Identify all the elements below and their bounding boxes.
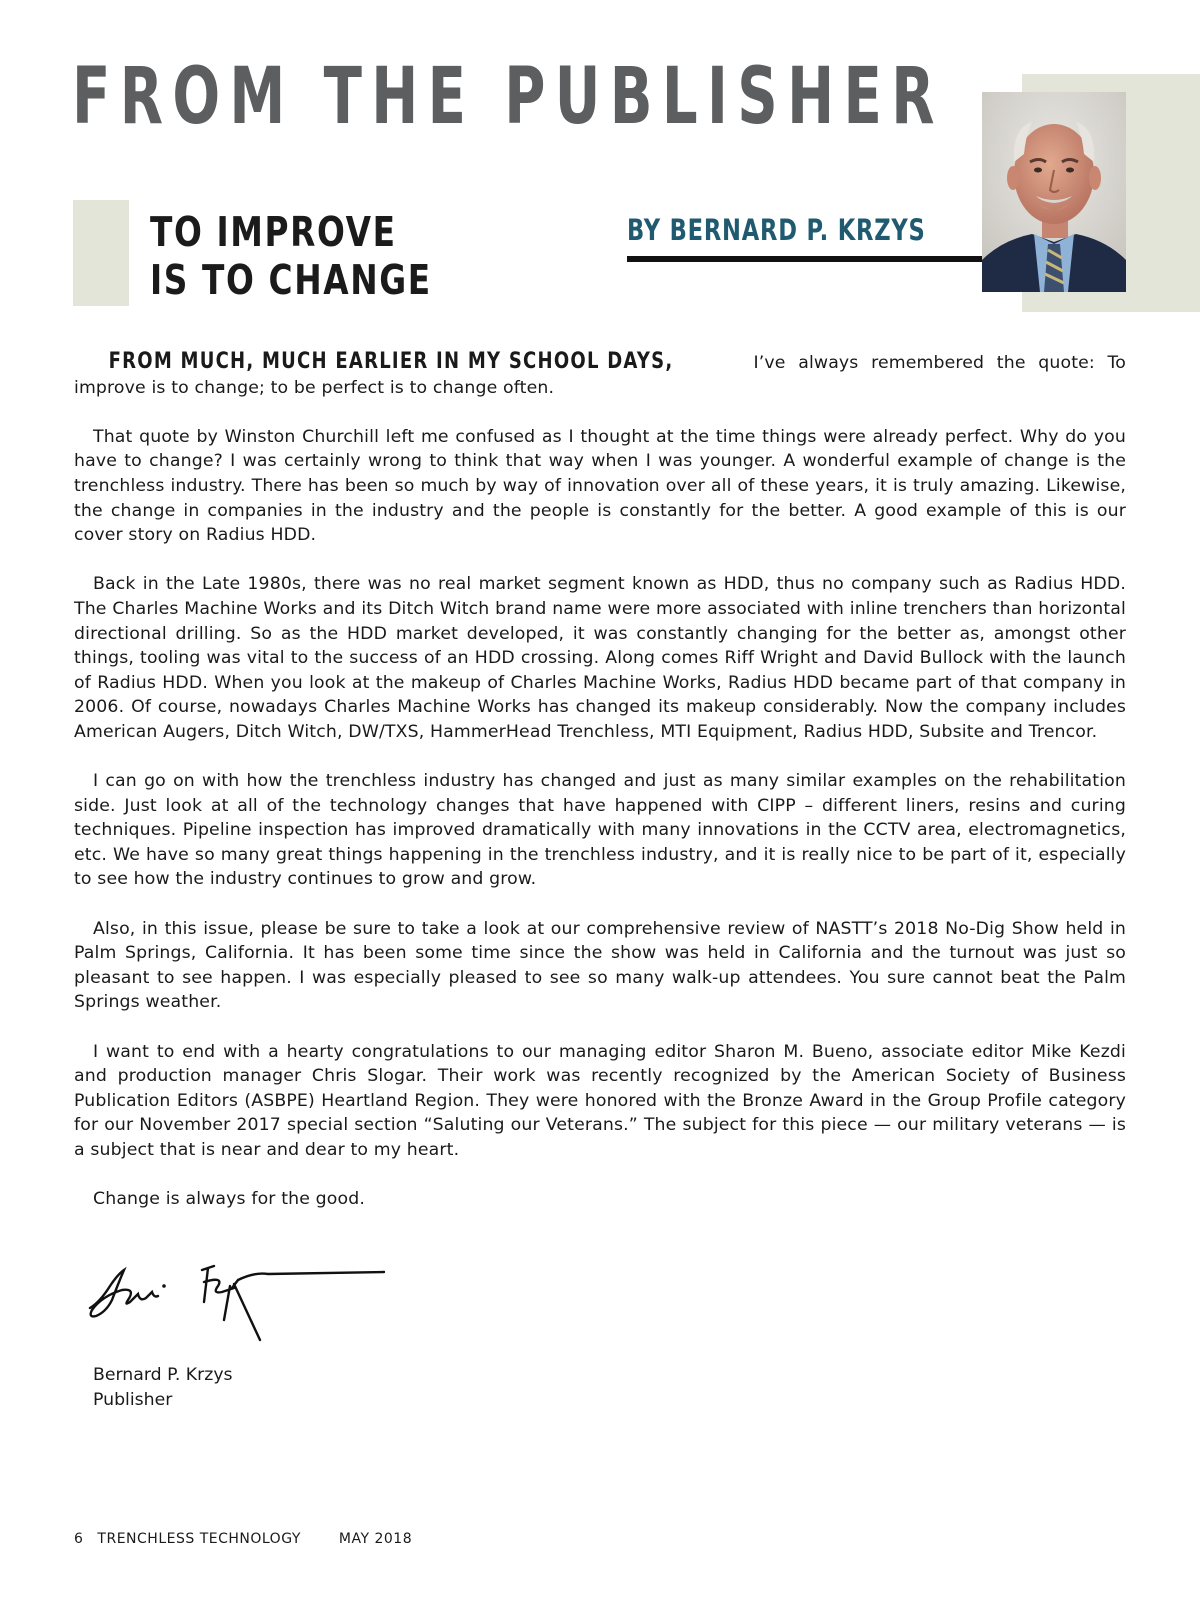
paragraph-2: That quote by Winston Churchill left me confused as I thought at the time things were already perfect. Why do you have to change? I was certainly wrong to think that way when I was younger. A wonderful example of change is the trenchless industry. There has been so much by way of innovation over all of these years, it is truly amazing. Likewise, the change in companies in the industry and the people is constantly for the better. A good example of this is our cover story on Radius HDD. — [74, 426, 1126, 546]
paragraph-5: Also, in this issue, please be sure to take a look at our comprehensive review of NASTT’s 2018 No-Dig Show held in Palm Springs, California. It has been some time since the show was held in California and the turnout was just so pleasant to see happen. I was especially pleased to see so many walk-up attendees. You sure cannot beat the Palm Springs weather. — [74, 918, 1126, 1013]
byline-rule — [627, 256, 983, 262]
paragraph-1 — [74, 350, 1126, 400]
signer-name: Bernard P. Krzys — [93, 1365, 233, 1385]
author-photo — [982, 92, 1126, 292]
page-footer — [74, 1531, 412, 1547]
issue-date: MAY 2018 — [338, 1531, 413, 1547]
title-accent-bar — [73, 200, 129, 306]
handwritten-signature — [84, 1262, 394, 1342]
article-body — [74, 350, 1126, 1236]
paragraph-6: I want to end with a hearty congratulations to our managing editor Sharon M. Bueno, associate editor Mike Kezdi and production manager Chris Slogar. Their work was recently recognized by the American Society of Business Publication Editors (ASBPE) Heartland Region. They were honored with the Bronze Award in the Group Profile category for our November 2017 special section “Saluting our Veterans.” The subject for this piece — our military veterans — is a subject that is near and dear to my heart. — [74, 1041, 1126, 1160]
title-line-1: TO IMPROVE — [150, 208, 397, 256]
paragraph-4: I can go on with how the trenchless industry has changed and just as many similar examples on the rehabilitation side. Just look at all of the technology changes that have happened with CIPP – different liners, resins and curing techniques. Pipeline inspection has improved dramatically with many innovations in the CCTV area, electromagnetics, etc. We have so many great things happening in the trenchless industry, and it is really nice to be part of it, especially to see how the industry continues to grow and grow. — [74, 771, 1126, 890]
page-kicker: FROM THE PUBLISHER — [72, 52, 944, 142]
paragraph-7: Change is always for the good. — [93, 1189, 365, 1210]
signer-role: Publisher — [93, 1390, 173, 1410]
publication-name: TRENCHLESS TECHNOLOGY — [97, 1531, 301, 1547]
page-number: 6 — [74, 1531, 84, 1547]
paragraph-3: Back in the Late 1980s, there was no real market segment known as HDD, thus no company such as Radius HDD. The Charles Machine Works and its Ditch Witch brand name were more associated with inline trenchers than horizontal directional drilling. So as the HDD market developed, it was constantly changing for the better as, amongst other things, tooling was vital to the success of an HDD crossing. Along comes Riff Wright and David Bullock with the launch of Radius HDD. When you look at the makeup of Charles Machine Works, Radius HDD became part of that company in 2006. Of course, nowadays Charles Machine Works has changed its makeup considerably. Now the company includes American Augers, Ditch Witch, DW/TXS, HammerHead Trenchless, MTI Equipment, Radius HDD, Subsite and Trencor. — [74, 574, 1126, 742]
paragraph-1-text: I’ve always remembered the quote: To improve is to change; to be perfect is to change often. — [74, 353, 1126, 398]
title-line-2: IS TO CHANGE — [150, 256, 432, 304]
signer-block — [93, 1363, 233, 1413]
article-title — [150, 208, 432, 304]
byline: BY BERNARD P. KRZYS — [627, 213, 926, 247]
lead-in: FROM MUCH, MUCH EARLIER IN MY SCHOOL DAYS, — [108, 349, 674, 374]
